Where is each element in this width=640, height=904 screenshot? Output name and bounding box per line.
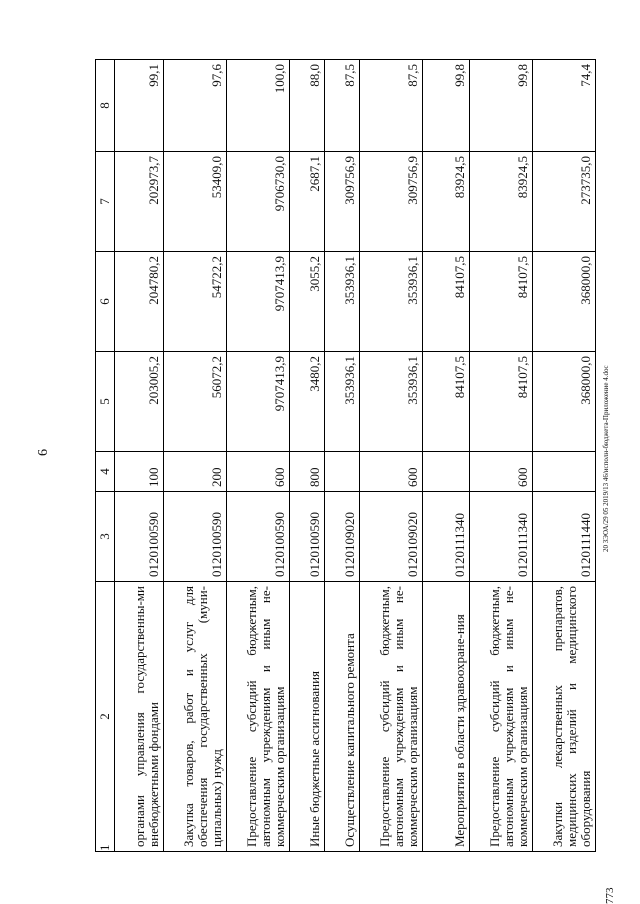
header-col-7: 7: [96, 152, 115, 252]
table-row: [533, 60, 596, 852]
cell-type: [423, 452, 470, 492]
cell-code: 0120100590: [227, 492, 290, 582]
cell-col5: 56072,2: [164, 352, 227, 452]
cell-name: Предоставление субсидий бюджетным, автономным учреждениям и иным не-коммерческим организациям: [227, 582, 290, 852]
cell-col5: 368000,0: [533, 352, 596, 452]
header-row: 1 2 3 4 5 6 7 8: [96, 60, 115, 852]
header-col-3: 3: [96, 492, 115, 582]
table-row: [227, 60, 290, 852]
cell-col8: 88,0: [290, 60, 325, 152]
footer-file-note: 20 ЗЭОА/29 05 2019/13 46/испoлн-бюджета-Приложение 4.doc: [602, 365, 610, 552]
cell-name: органами управления государственны-ми внебюджетными фондами: [115, 582, 164, 852]
cell-col5: 9707413,9: [227, 352, 290, 452]
cell-code: 0120100590: [115, 492, 164, 582]
cell-name: Предоставление субсидий бюджетным, автономным учреждениям и иным не-коммерческим организациям: [470, 582, 533, 852]
cell-col7: 83924,5: [423, 152, 470, 252]
cell-col7: 273735,0: [533, 152, 596, 252]
cell-col5: 3480,2: [290, 352, 325, 452]
cell-name: Иные бюджетные ассигнования: [290, 582, 325, 852]
cell-name: Закупка товаров, работ и услуг для обеспечения государственных (муни-ципальных) нужд: [164, 582, 227, 852]
cell-col8: 87,5: [360, 60, 423, 152]
cell-name: Мероприятия в области здравоохране-ния: [423, 582, 470, 852]
cell-col5: 203005,2: [115, 352, 164, 452]
cell-col8: 99,8: [423, 60, 470, 152]
header-col-8: 8: [96, 60, 115, 152]
table-row: [115, 60, 164, 852]
cell-col6: 353936,1: [325, 252, 360, 352]
header-col-2: 2: [96, 582, 115, 852]
cell-col7: 83924,5: [470, 152, 533, 252]
header-col-6: 6: [96, 252, 115, 352]
cell-col5: 353936,1: [325, 352, 360, 452]
cell-col6: 353936,1: [360, 252, 423, 352]
cell-col6: 84107,5: [470, 252, 533, 352]
cell-col5: 353936,1: [360, 352, 423, 452]
cell-type: 200: [164, 452, 227, 492]
cell-col8: 74,4: [533, 60, 596, 152]
cell-type: [533, 452, 596, 492]
cell-name: Осуществление капитального ремонта: [325, 582, 360, 852]
cell-col8: 97,6: [164, 60, 227, 152]
cell-col8: 87,5: [325, 60, 360, 152]
cell-code: 0120111440: [533, 492, 596, 582]
cell-col6: 84107,5: [423, 252, 470, 352]
cell-col5: 84107,5: [470, 352, 533, 452]
cell-col6: 9707413,9: [227, 252, 290, 352]
table-row: [360, 60, 423, 852]
cell-code: 0120109020: [325, 492, 360, 582]
cell-col8: 99,1: [115, 60, 164, 152]
table-row: [423, 60, 470, 852]
cell-col6: 54722,2: [164, 252, 227, 352]
cell-col7: 309756,9: [360, 152, 423, 252]
cell-type: 800: [290, 452, 325, 492]
cell-code: 0120100590: [290, 492, 325, 582]
cell-col6: 368000,0: [533, 252, 596, 352]
cell-col8: 100,0: [227, 60, 290, 152]
cell-col6: 204780,2: [115, 252, 164, 352]
cell-col7: 2687,1: [290, 152, 325, 252]
cell-col7: 53409,0: [164, 152, 227, 252]
cell-code: 0120109020: [360, 492, 423, 582]
header-col-5: 5: [96, 352, 115, 452]
cell-col5: 84107,5: [423, 352, 470, 452]
cell-col6: 3055,2: [290, 252, 325, 352]
header-col-4: 4: [96, 452, 115, 492]
cell-code: 0120100590: [164, 492, 227, 582]
table-row: [164, 60, 227, 852]
page-number: 6: [36, 449, 51, 456]
footer-page-number: 773: [604, 887, 616, 904]
budget-table: [95, 59, 596, 852]
cell-code: 0120111340: [423, 492, 470, 582]
cell-type: 100: [115, 452, 164, 492]
rotated-table-container: [95, 60, 593, 852]
table-row: [290, 60, 325, 852]
cell-type: 600: [360, 452, 423, 492]
cell-type: [325, 452, 360, 492]
cell-col7: 309756,9: [325, 152, 360, 252]
table-row: [470, 60, 533, 852]
table-row: [325, 60, 360, 852]
cell-type: 600: [470, 452, 533, 492]
cell-code: 0120111340: [470, 492, 533, 582]
cell-type: 600: [227, 452, 290, 492]
cell-name: Закупки лекарственных препаратов, медицинских изделий и медицинского оборудования: [533, 582, 596, 852]
cell-col7: 202973,7: [115, 152, 164, 252]
cell-col7: 9706730,0: [227, 152, 290, 252]
cell-name: Предоставление субсидий бюджетным, автономным учреждениям и иным не-коммерческим организациям: [360, 582, 423, 852]
cell-col8: 99,8: [470, 60, 533, 152]
